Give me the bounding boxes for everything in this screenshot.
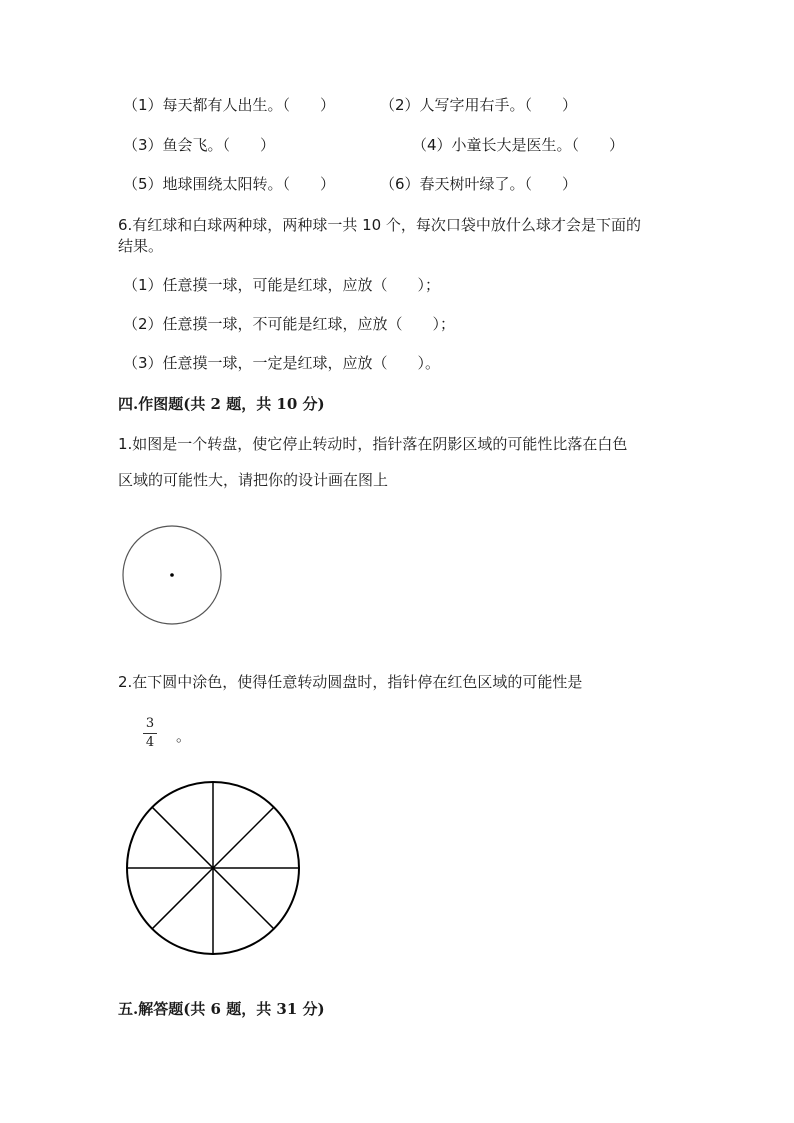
judge-item-1: （1）每天都有人出生。（ ） [123,96,336,114]
section4-heading: 四.作图题(共 2 题，共 10 分) [118,395,325,413]
s4-q1-line2: 区域的可能性大，请把你的设计画在图上 [118,471,389,489]
fraction-bar [143,733,157,734]
section5-heading: 五.解答题(共 6 题，共 31 分) [118,1000,325,1018]
judge-item-3: （3）鱼会飞。（ ） [123,136,276,154]
q6-stem-line2: 结果。 [118,237,164,255]
judge-item-6: （6）春天树叶绿了。（ ） [380,175,578,193]
judge-item-4: （4）小童长大是医生。（ ） [412,136,625,154]
spinner-circle [120,524,226,628]
spinner-center-dot [170,573,174,577]
fraction-denominator: 4 [145,735,155,750]
q6-part-1: （1）任意摸一球，可能是红球，应放（ ）； [123,276,441,294]
fraction-numerator: 3 [145,716,155,731]
s4-q1-line1: 1.如图是一个转盘，使它停止转动时，指针落在阴影区域的可能性比落在白色 [118,435,628,453]
q6-part-3: （3）任意摸一球，一定是红球，应放（ ）。 [123,354,441,372]
judge-item-2: （2）人写字用右手。（ ） [380,96,578,114]
eight-sector-circle [124,779,302,957]
q6-stem-line1: 6.有红球和白球两种球，两种球一共 10 个，每次口袋中放什么球才会是下面的 [118,216,641,234]
judge-item-5: （5）地球围绕太阳转。（ ） [123,175,336,193]
s4-q2-line1: 2.在下圆中涂色，使得任意转动圆盘时，指针停在红色区域的可能性是 [118,673,583,691]
s4-q2-end: 。 [176,727,192,745]
q6-part-2: （2）任意摸一球，不可能是红球，应放（ ）； [123,315,456,333]
